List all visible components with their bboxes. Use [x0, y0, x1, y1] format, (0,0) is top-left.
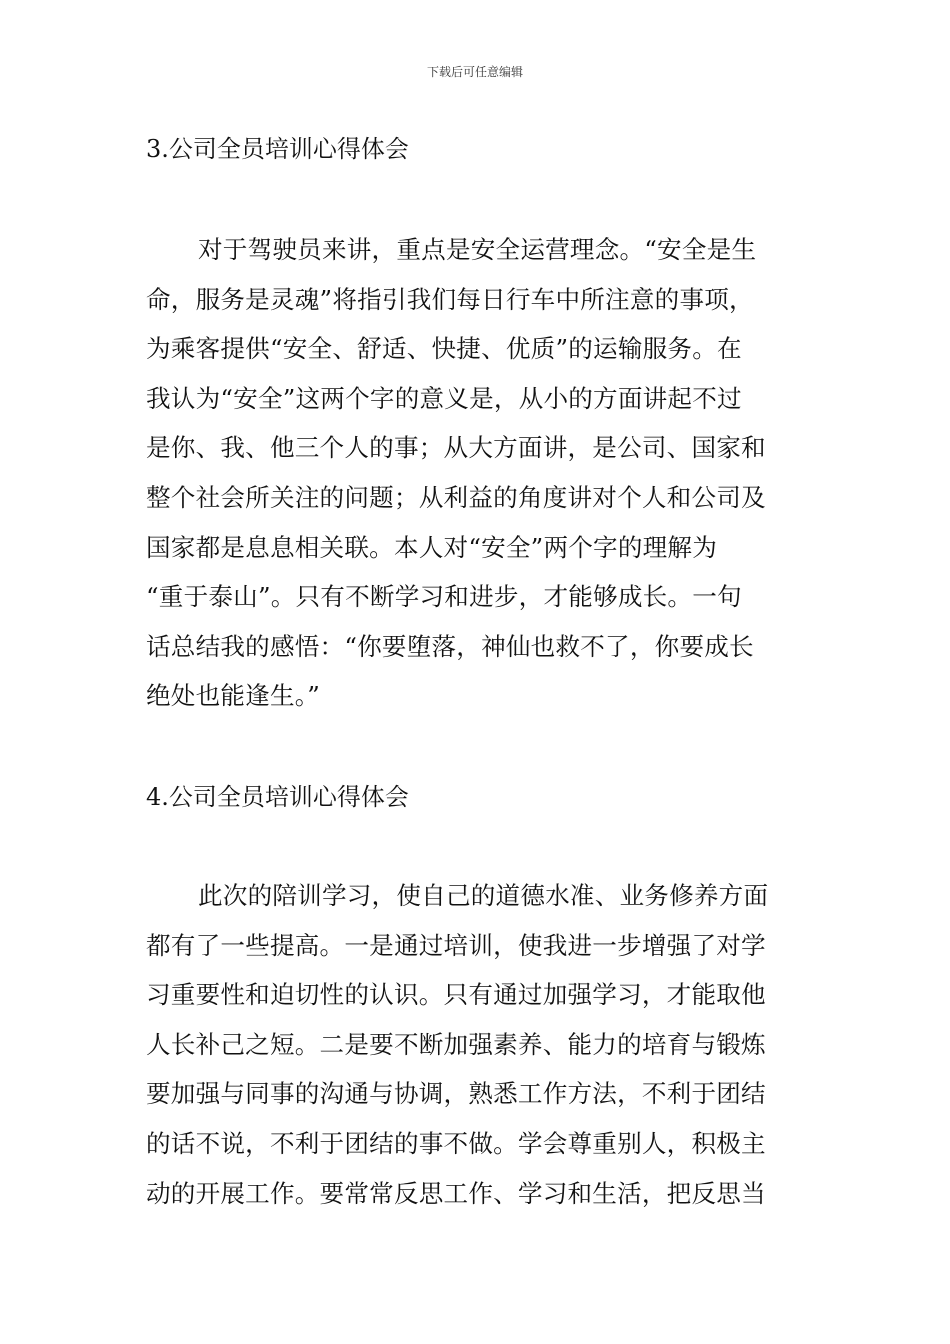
paragraph-line: 的话不说，不利于团结的事不做。学会尊重别人，积极主	[146, 1128, 766, 1158]
paragraph-line: 动的开展工作。要常常反思工作、学习和生活，把反思当	[146, 1178, 766, 1208]
paragraph-line: 话总结我的感悟：“你要堕落，神仙也救不了，你要成长	[146, 631, 754, 661]
paragraph-line: 都有了一些提高。一是通过培训，使我进一步增强了对学	[146, 930, 766, 960]
paragraph-line: 绝处也能逢生。”	[146, 681, 321, 711]
paragraph-line: 人长补己之短。二是要不断加强素养、能力的培育与锻炼	[146, 1029, 766, 1059]
paragraph-line: 命，服务是灵魂”将指引我们每日行车中所注意的事项，	[146, 284, 754, 314]
paragraph-line: 要加强与同事的沟通与协调，熟悉工作方法，不利于团结	[146, 1079, 766, 1109]
paragraph-line: 国家都是息息相关联。本人对“安全”两个字的理解为	[146, 532, 718, 562]
paragraph-line: 此次的陪训学习，使自己的道德水准、业务修养方面	[198, 881, 769, 910]
section-4-title: 4.公司全员培训心得体会	[146, 783, 409, 811]
paragraph-line: 我认为“安全”这两个字的意义是，从小的方面讲起不过	[146, 383, 742, 413]
paragraph-line: 习重要性和迫切性的认识。只有通过加强学习，才能取他	[146, 980, 766, 1010]
section-3-title: 3.公司全员培训心得体会	[146, 135, 409, 163]
paragraph-line: 整个社会所关注的问题；从利益的角度讲对个人和公司及	[146, 482, 766, 512]
page-header: 下载后可任意编辑	[426, 65, 523, 79]
paragraph-line: 对于驾驶员来讲，重点是安全运营理念。“安全是生	[198, 235, 757, 264]
section-3-paragraph	[146, 225, 810, 721]
section-4-paragraph	[146, 871, 810, 1218]
paragraph-line: 为乘客提供“安全、舒适、快捷、优质”的运输服务。在	[146, 334, 742, 364]
paragraph-line: 是你、我、他三个人的事；从大方面讲，是公司、国家和	[146, 433, 766, 463]
paragraph-line: “重于泰山”。只有不断学习和进步，才能够成长。一句	[146, 582, 742, 612]
